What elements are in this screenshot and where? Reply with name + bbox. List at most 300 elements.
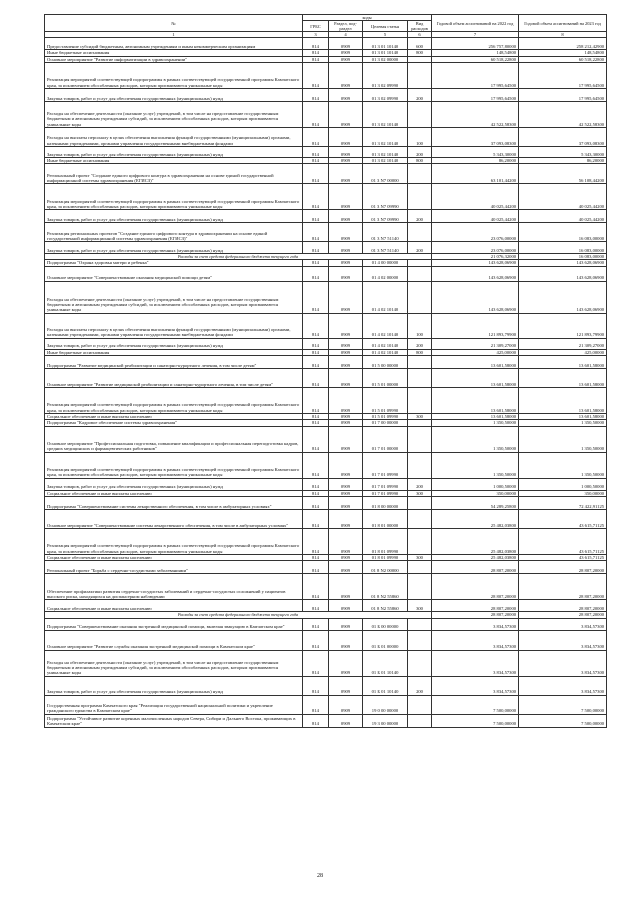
row-vid: 200	[408, 478, 432, 490]
row-grbs: 814	[303, 127, 329, 146]
header-vid: Вид расходов	[408, 21, 432, 32]
row-amount-2023: 13 601,58000	[519, 356, 607, 369]
row-razdel: 0909	[329, 695, 363, 714]
row-amount-2022: 40 025,44200	[432, 184, 519, 210]
row-target: 01 Б 01 10140	[363, 650, 408, 676]
row-target: 01 4 02 10140	[363, 313, 408, 338]
row-amount-2023: 43 615,71125	[519, 509, 607, 528]
row-vid	[408, 101, 432, 127]
row-grbs: 814	[303, 281, 329, 313]
row-amount-2023: 42 522,58300	[519, 101, 607, 127]
row-vid: 200	[408, 338, 432, 349]
row-razdel: 0909	[329, 184, 363, 210]
row-amount-2023: 28 807,20000	[519, 612, 607, 618]
row-name: Реализация мероприятий соответствующей подпрограммы в рамках соответствующей государственной программы Камчатского края, за исключением обособленных расходов, которым присваиваются уникальные коды	[45, 528, 303, 554]
column-index: 3	[303, 32, 329, 38]
table-row	[45, 695, 607, 714]
row-name: Обеспечение профилактики развития сердечно-сосудистых заболеваний и сердечно-сосудистых осложнений у пациентов высокого риска, находящихся на диспансерном наблюдении	[45, 574, 303, 600]
table-row	[45, 313, 607, 338]
table-row	[45, 146, 607, 157]
row-vid: 200	[408, 88, 432, 101]
table-row	[45, 650, 607, 676]
row-name: Подпрограмма "Охрана здоровья матери и ребенка"	[45, 260, 303, 266]
row-amount-2023: 60 518,22800	[519, 56, 607, 62]
row-target: 01 5 00 00000	[363, 356, 408, 369]
page-number: 28	[317, 873, 323, 879]
row-amount-2022: 3 834,57300	[432, 618, 519, 630]
header-2022: Годовой объем ассигнований на 2022 год	[432, 15, 519, 32]
row-razdel: 0909	[329, 574, 363, 600]
row-amount-2023: 3 834,57300	[519, 676, 607, 695]
row-name: Реализация мероприятий соответствующей подпрограммы в рамках соответствующей государственной программы Камчатского края, за исключением обособленных расходов, которым присваиваются уникальные коды	[45, 388, 303, 414]
row-target: 01 4 02 10140	[363, 281, 408, 313]
table-row	[45, 356, 607, 369]
row-amount-2022: 28 807,20000	[432, 612, 519, 618]
header-name-no: №	[45, 15, 303, 32]
row-name: Закупка товаров, работ и услуг для обеспечения государственных (муниципальных) нужд	[45, 210, 303, 223]
row-amount-2022: 5 343,30000	[432, 146, 519, 157]
row-razdel: 0909	[329, 650, 363, 676]
row-vid	[408, 452, 432, 478]
row-name: Социальное обеспечение и иные выплаты населению	[45, 554, 303, 560]
row-razdel: 0909	[329, 88, 363, 101]
row-target: 01 7 00 00000	[363, 420, 408, 426]
row-name: Подпрограмма "Устойчивое развитие коренных малочисленных народов Севера, Сибири и Дальнего Востока, проживающих в Камчатском крае"	[45, 714, 303, 727]
row-amount-2023: 258 212,42900	[519, 38, 607, 50]
row-amount-2023: 143 628,06900	[519, 281, 607, 313]
table-row	[45, 223, 607, 242]
row-name: Закупка товаров, работ и услуг для обеспечения государственных (муниципальных) нужд	[45, 338, 303, 349]
table-row	[45, 676, 607, 695]
row-amount-2022: 143 628,06900	[432, 260, 519, 266]
row-target: 01 Б 00 00000	[363, 618, 408, 630]
row-grbs: 814	[303, 528, 329, 554]
table-row	[45, 184, 607, 210]
row-amount-2022: 28 807,20000	[432, 561, 519, 574]
row-amount-2023: 7 500,00000	[519, 714, 607, 727]
row-razdel: 0909	[329, 260, 363, 266]
column-index: 5	[363, 32, 408, 38]
row-vid: 300	[408, 600, 432, 612]
row-grbs: 814	[303, 714, 329, 727]
row-target: 01 7 01 09990	[363, 478, 408, 490]
row-name: Основное мероприятие "Развитие информатизации в здравоохранении"	[45, 56, 303, 62]
row-amount-2023: 28 807,20000	[519, 561, 607, 574]
table-row	[45, 478, 607, 490]
row-grbs: 814	[303, 260, 329, 266]
row-name: Закупка товаров, работ и услуг для обеспечения государственных (муниципальных) нужд	[45, 146, 303, 157]
row-name: Региональный проект "Создание единого цифрового контура в здравоохранении на основе единой государственной информационной системы здравоохранения (ЕГИСЗ)"	[45, 164, 303, 184]
row-razdel: 0909	[329, 223, 363, 242]
row-target: 01 3 02 10140	[363, 127, 408, 146]
row-amount-2022: 28 807,20000	[432, 600, 519, 612]
row-target: 01 8 N2 55860	[363, 574, 408, 600]
row-grbs: 814	[303, 478, 329, 490]
table-row	[45, 600, 607, 612]
row-vid	[408, 223, 432, 242]
row-target: 01 Б 01 10140	[363, 676, 408, 695]
row-target: 01 8 N2 00000	[363, 561, 408, 574]
row-name: Государственная программа Камчатского края "Реализация государственной национальной политики и укрепление гражданского единства в Камчатском крае"	[45, 695, 303, 714]
row-amount-2023: 16 083,00000	[519, 223, 607, 242]
row-target: 01 4 00 00000	[363, 260, 408, 266]
row-grbs: 814	[303, 650, 329, 676]
row-amount-2023: 21 309,27000	[519, 338, 607, 349]
table-row	[45, 528, 607, 554]
row-grbs: 814	[303, 157, 329, 163]
row-target: 01 8 01 09990	[363, 528, 408, 554]
row-amount-2022: 25 482,03800	[432, 528, 519, 554]
row-amount-2022: 25 482,03800	[432, 509, 519, 528]
row-amount-2023: 40 025,44200	[519, 184, 607, 210]
row-amount-2022: 425,00000	[432, 349, 519, 355]
row-razdel: 0909	[329, 101, 363, 127]
row-amount-2023: 5 343,30000	[519, 146, 607, 157]
row-amount-2022: 54 289,25800	[432, 496, 519, 509]
row-vid	[408, 369, 432, 388]
row-amount-2022: 60 518,22800	[432, 56, 519, 62]
row-amount-2022: 1 350,50000	[432, 452, 519, 478]
row-name: Подпрограмма "Совершенствование оказания экстренной медицинской помощи, включая эвакуацию в Камчатском крае"	[45, 618, 303, 630]
row-name: Расходы на обеспечение деятельности (оказание услуг) учреждений, в том числе на предоставление государственным бюджетным и автономным учреждениям субсидий, за исключением обособленных расходов, которым присваиваются уникальные коды	[45, 101, 303, 127]
table-row	[45, 281, 607, 313]
row-razdel: 0909	[329, 420, 363, 426]
row-razdel: 0909	[329, 388, 363, 414]
row-amount-2022: 23 076,00000	[432, 223, 519, 242]
row-name: Реализация мероприятий соответствующей подпрограммы в рамках соответствующей государственной программы Камчатского края, за исключением обособленных расходов, которым присваиваются уникальные коды	[45, 62, 303, 88]
row-target: 01 3 02 00000	[363, 56, 408, 62]
row-razdel: 0909	[329, 210, 363, 223]
row-vid	[408, 561, 432, 574]
row-amount-2023: 1 350,50000	[519, 452, 607, 478]
row-razdel: 0909	[329, 62, 363, 88]
row-razdel: 0909	[329, 281, 363, 313]
row-name: Основное мероприятие "Развитие службы оказания экстренной медицинской помощи в Камчатском крае"	[45, 630, 303, 650]
row-amount-2023: 43 615,71125	[519, 528, 607, 554]
row-razdel: 0909	[329, 426, 363, 452]
row-razdel: 0909	[329, 676, 363, 695]
row-amount-2022: 21 076,32000	[432, 254, 519, 260]
row-name: Региональный проект "Борьба с сердечно-сосудистыми заболеваниями"	[45, 561, 303, 574]
table-row	[45, 242, 607, 254]
row-razdel: 0909	[329, 452, 363, 478]
row-amount-2023: 40 025,44200	[519, 210, 607, 223]
row-vid	[408, 618, 432, 630]
row-vid: 200	[408, 676, 432, 695]
header-grbs: ГРБС	[303, 21, 329, 32]
row-vid: 800	[408, 50, 432, 56]
header-codes: коды	[303, 15, 432, 21]
row-vid: 600	[408, 38, 432, 50]
row-name: Основное мероприятие "Профессиональная подготовка, повышение квалификации и профессиональная переподготовка кадров, средних медицинских и фармацевтических работников"	[45, 426, 303, 452]
row-amount-2023: 13 601,58000	[519, 369, 607, 388]
row-razdel: 0909	[329, 50, 363, 56]
row-name: Иные бюджетные ассигнования	[45, 157, 303, 163]
row-grbs: 814	[303, 356, 329, 369]
row-razdel: 0909	[329, 127, 363, 146]
row-name: Социальное обеспечение и иные выплаты населению	[45, 414, 303, 420]
row-razdel: 0909	[329, 414, 363, 420]
row-amount-2023: 43 615,71125	[519, 554, 607, 560]
row-grbs: 814	[303, 50, 329, 56]
row-grbs: 814	[303, 414, 329, 420]
row-amount-2022: 3 834,57300	[432, 650, 519, 676]
table-row	[45, 388, 607, 414]
row-amount-2022: 350,00000	[432, 490, 519, 496]
row-vid	[408, 164, 432, 184]
row-amount-2022: 143 628,06900	[432, 281, 519, 313]
row-name: Основное мероприятие "Совершенствование системы лекарственного обеспечения, в том числе в амбулаторных условиях"	[45, 509, 303, 528]
row-grbs: 814	[303, 210, 329, 223]
row-amount-2022: 63 101,44200	[432, 164, 519, 184]
row-grbs: 814	[303, 313, 329, 338]
row-razdel: 0909	[329, 478, 363, 490]
row-razdel: 0909	[329, 630, 363, 650]
row-grbs: 814	[303, 695, 329, 714]
row-name: Реализация региональных проектов "Создание единого цифрового контура в здравоохранении на основе единой государственной информационной системы здравоохранения (ЕГИСЗ)"	[45, 223, 303, 242]
table-row	[45, 88, 607, 101]
row-razdel: 0909	[329, 561, 363, 574]
row-amount-2022: 256 757,80000	[432, 38, 519, 50]
row-amount-2022: 1 350,50000	[432, 420, 519, 426]
row-name: Реализация мероприятий соответствующей подпрограммы в рамках соответствующей государственной программы Камчатского края, за исключением обособленных расходов, которым присваиваются уникальные коды	[45, 184, 303, 210]
row-amount-2022: 1 350,50000	[432, 426, 519, 452]
row-grbs: 814	[303, 509, 329, 528]
row-grbs: 814	[303, 88, 329, 101]
row-amount-2023: 121 893,79900	[519, 313, 607, 338]
table-row	[45, 618, 607, 630]
row-amount-2022: 7 500,00000	[432, 714, 519, 727]
row-amount-2023: 13 601,58000	[519, 414, 607, 420]
row-amount-2023: 17 995,64500	[519, 62, 607, 88]
row-vid	[408, 62, 432, 88]
note-text: Расходы за счет средств федерального бюджета текущего года	[45, 254, 432, 260]
row-grbs: 814	[303, 369, 329, 388]
row-vid	[408, 695, 432, 714]
row-amount-2022: 28 807,20000	[432, 574, 519, 600]
row-vid: 200	[408, 210, 432, 223]
row-vid	[408, 388, 432, 414]
row-razdel: 0909	[329, 313, 363, 338]
row-target: 01 3 N7 51140	[363, 242, 408, 254]
row-amount-2023: 1 350,50000	[519, 426, 607, 452]
row-amount-2022: 7 500,00000	[432, 695, 519, 714]
row-razdel: 0909	[329, 146, 363, 157]
header-target: Целевая статья	[363, 21, 408, 32]
row-name: Расходы на выплаты персоналу в целях обеспечения выполнения функций государственными (муниципальными) органами, казенными учреждениями, органами управления государственными внебюджетными фондами	[45, 313, 303, 338]
row-name: Закупка товаров, работ и услуг для обеспечения государственных (муниципальных) нужд	[45, 242, 303, 254]
budget-table	[44, 14, 607, 728]
row-vid	[408, 528, 432, 554]
row-razdel: 0909	[329, 338, 363, 349]
row-grbs: 814	[303, 388, 329, 414]
row-razdel: 0909	[329, 490, 363, 496]
row-amount-2022: 121 893,79900	[432, 313, 519, 338]
row-razdel: 0909	[329, 56, 363, 62]
row-target: 01 3 N7 00000	[363, 164, 408, 184]
table-row	[45, 452, 607, 478]
row-grbs: 814	[303, 452, 329, 478]
row-target: 01 3 02 10140	[363, 146, 408, 157]
row-amount-2022: 37 093,08300	[432, 127, 519, 146]
row-vid	[408, 509, 432, 528]
row-vid: 300	[408, 490, 432, 496]
row-target: 01 3 01 10140	[363, 50, 408, 56]
row-grbs: 814	[303, 490, 329, 496]
row-razdel: 0909	[329, 38, 363, 50]
row-vid: 800	[408, 349, 432, 355]
row-amount-2023: 17 995,64500	[519, 88, 607, 101]
row-target: 01 4 02 10140	[363, 338, 408, 349]
row-grbs: 814	[303, 676, 329, 695]
row-vid	[408, 426, 432, 452]
row-vid: 200	[408, 242, 432, 254]
row-razdel: 0909	[329, 714, 363, 727]
row-grbs: 814	[303, 62, 329, 88]
column-index: 1	[45, 32, 303, 38]
row-amount-2022: 148,54800	[432, 50, 519, 56]
row-target: 01 5 01 00000	[363, 369, 408, 388]
row-amount-2022: 13 601,58000	[432, 356, 519, 369]
row-razdel: 0909	[329, 618, 363, 630]
row-amount-2022: 23 076,00000	[432, 242, 519, 254]
row-target: 01 8 00 00000	[363, 496, 408, 509]
row-target: 01 3 N7 09990	[363, 210, 408, 223]
row-razdel: 0909	[329, 496, 363, 509]
row-grbs: 814	[303, 56, 329, 62]
row-amount-2023: 86,20000	[519, 157, 607, 163]
row-target: 01 8 N2 55860	[363, 600, 408, 612]
row-target: 01 3 01 10140	[363, 38, 408, 50]
row-grbs: 814	[303, 164, 329, 184]
row-amount-2023: 148,54800	[519, 50, 607, 56]
row-vid: 100	[408, 127, 432, 146]
row-amount-2023: 1 000,50000	[519, 478, 607, 490]
row-vid	[408, 630, 432, 650]
row-target: 01 5 01 09990	[363, 388, 408, 414]
table-row	[45, 210, 607, 223]
row-amount-2023: 16 083,00000	[519, 242, 607, 254]
row-grbs: 814	[303, 600, 329, 612]
row-target: 01 4 02 10140	[363, 349, 408, 355]
row-razdel: 0909	[329, 157, 363, 163]
table-row	[45, 496, 607, 509]
column-index: 6	[408, 32, 432, 38]
row-target: 01 5 01 09990	[363, 414, 408, 420]
row-razdel: 0909	[329, 528, 363, 554]
row-name: Основное мероприятие "Совершенствование оказания медицинской помощи детям"	[45, 266, 303, 281]
row-grbs: 814	[303, 420, 329, 426]
note-text: Расходы за счет средств федерального бюджета текущего года	[45, 612, 432, 618]
table-row	[45, 630, 607, 650]
row-amount-2023: 425,00000	[519, 349, 607, 355]
row-target: 01 8 01 09990	[363, 554, 408, 560]
row-razdel: 0909	[329, 242, 363, 254]
row-amount-2022: 86,20000	[432, 157, 519, 163]
row-name: Расходы на выплаты персоналу в целях обеспечения выполнения функций государственными (муниципальными) органами, казенными учреждениями, органами управления государственными внебюджетными фондами	[45, 127, 303, 146]
row-amount-2022: 13 601,58000	[432, 388, 519, 414]
row-grbs: 814	[303, 242, 329, 254]
row-name: Закупка товаров, работ и услуг для обеспечения государственных (муниципальных) нужд	[45, 676, 303, 695]
row-grbs: 814	[303, 561, 329, 574]
row-vid	[408, 356, 432, 369]
row-grbs: 814	[303, 146, 329, 157]
row-grbs: 814	[303, 426, 329, 452]
budget-table-sheet	[44, 14, 606, 728]
row-name: Подпрограмма "Кадровое обеспечение системы здравоохранения"	[45, 420, 303, 426]
row-target: 01 8 01 00000	[363, 509, 408, 528]
row-vid	[408, 714, 432, 727]
row-grbs: 814	[303, 38, 329, 50]
row-target: 01 7 01 09990	[363, 490, 408, 496]
row-target: 01 7 01 00000	[363, 426, 408, 452]
table-row	[45, 266, 607, 281]
row-amount-2023: 7 500,00000	[519, 695, 607, 714]
header-razdel: Раздел, под-раздел	[329, 21, 363, 32]
table-row	[45, 338, 607, 349]
row-amount-2023: 1 350,50000	[519, 420, 607, 426]
row-amount-2023: 3 834,57300	[519, 618, 607, 630]
table-row	[45, 164, 607, 184]
row-vid	[408, 650, 432, 676]
row-name: Подпрограмма "Совершенствование системы лекарственного обеспечения, в том числе в амбулаторных условиях"	[45, 496, 303, 509]
row-target: 01 3 02 09990	[363, 62, 408, 88]
row-vid: 300	[408, 414, 432, 420]
row-amount-2023: 3 834,57300	[519, 650, 607, 676]
row-name: Расходы на обеспечение деятельности (оказание услуг) учреждений, в том числе на предоставление государственным бюджетным и автономным учреждениям субсидий, за исключением обособленных расходов, которым присваиваются уникальные коды	[45, 650, 303, 676]
table-row	[45, 62, 607, 88]
row-target: 01 7 01 09990	[363, 452, 408, 478]
row-grbs: 814	[303, 554, 329, 560]
row-amount-2022: 3 834,57300	[432, 676, 519, 695]
row-grbs: 814	[303, 101, 329, 127]
row-razdel: 0909	[329, 349, 363, 355]
row-amount-2023: 3 834,57300	[519, 630, 607, 650]
row-name: Социальное обеспечение и иные выплаты населению	[45, 600, 303, 612]
table-row	[45, 714, 607, 727]
row-amount-2022: 143 628,06900	[432, 266, 519, 281]
row-amount-2023: 13 601,58000	[519, 388, 607, 414]
row-name: Расходы на обеспечение деятельности (оказание услуг) учреждений, в том числе на предоставление государственным бюджетным и автономным учреждениям субсидий, за исключением обособленных расходов, которым присваиваются уникальные коды	[45, 281, 303, 313]
row-name: Закупка товаров, работ и услуг для обеспечения государственных (муниципальных) нужд	[45, 88, 303, 101]
row-grbs: 814	[303, 574, 329, 600]
row-razdel: 0909	[329, 356, 363, 369]
row-grbs: 814	[303, 496, 329, 509]
table-row	[45, 509, 607, 528]
row-target: 01 3 N7 51140	[363, 223, 408, 242]
row-vid	[408, 281, 432, 313]
row-grbs: 814	[303, 266, 329, 281]
row-target: 01 3 02 09990	[363, 88, 408, 101]
row-name: Социальное обеспечение и иные выплаты населению	[45, 490, 303, 496]
table-row	[45, 369, 607, 388]
row-name: Закупка товаров, работ и услуг для обеспечения государственных (муниципальных) нужд	[45, 478, 303, 490]
row-amount-2022: 1 000,50000	[432, 478, 519, 490]
header-2023: Годовой объем ассигнований на 2023 год	[519, 15, 607, 32]
row-vid: 800	[408, 157, 432, 163]
row-razdel: 0909	[329, 600, 363, 612]
row-amount-2022: 40 025,44200	[432, 210, 519, 223]
table-row	[45, 101, 607, 127]
column-index: 7	[432, 32, 519, 38]
row-name: Основное мероприятие "Развитие медицинской реабилитации и санаторно-курортного лечения, в том числе детям"	[45, 369, 303, 388]
row-razdel: 0909	[329, 554, 363, 560]
row-razdel: 0909	[329, 509, 363, 528]
row-amount-2023: 350,00000	[519, 490, 607, 496]
row-target: 01 Б 01 00000	[363, 630, 408, 650]
row-amount-2022: 42 522,58300	[432, 101, 519, 127]
row-razdel: 0909	[329, 369, 363, 388]
